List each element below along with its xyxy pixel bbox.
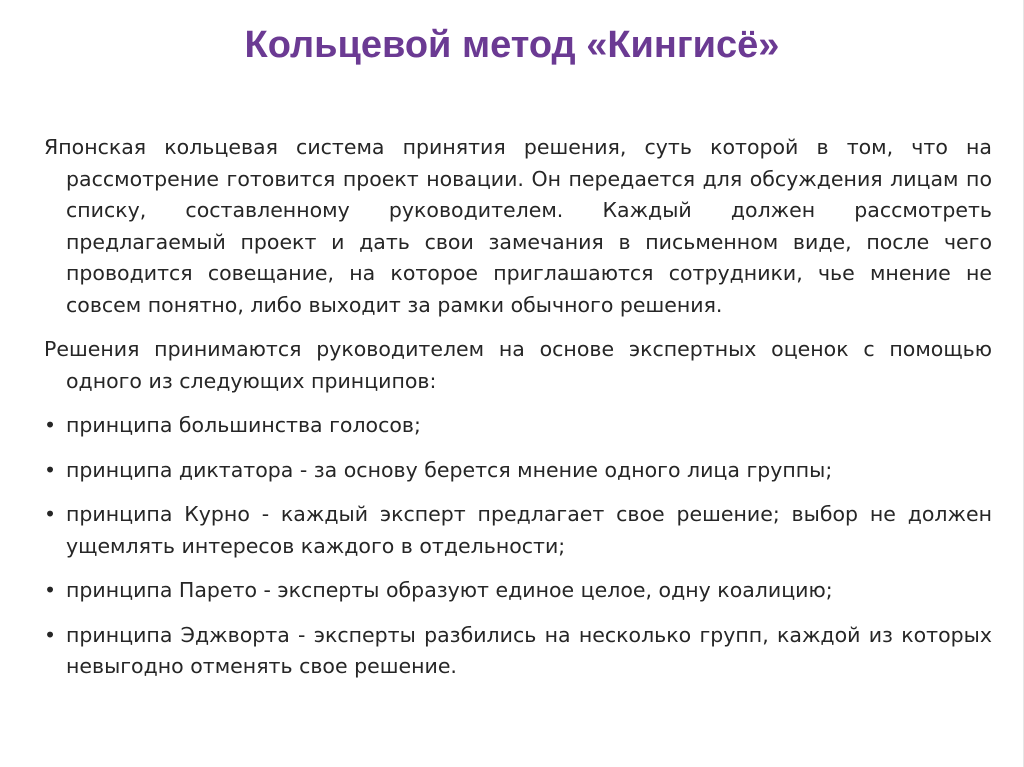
intro-paragraph: Японская кольцевая система принятия решения, суть которой в том, что на рассмотрение готовится проект новации. Он передается для обсуждения лицам по списку, составленному руководителем. Каждый должен рассмотреть предлагаемый проект и дать свои замечания в письменном виде, после чего проводится совещание, на которое приглашаются сотрудники, чье мнение не совсем понятно, либо выходит за рамки обычного решения. <box>44 135 992 317</box>
list-item-text: принципа Парето - эксперты образуют единое целое, одну коалицию; <box>66 578 833 602</box>
bullet-icon: • <box>44 502 57 526</box>
list-item <box>44 499 992 562</box>
list-item <box>44 620 992 683</box>
list-item <box>44 410 992 442</box>
bullet-icon: • <box>44 622 57 647</box>
slide-title: Кольцевой метод «Кингисё» <box>244 24 780 66</box>
bullet-icon: • <box>44 457 57 482</box>
list-item-text: принципа Курно - каждый эксперт предлагает свое решение; выбор не должен ущемлять интересов каждого в отдельности; <box>66 502 992 558</box>
list-item-text: принципа Эджворта - эксперты разбились на несколько групп, каждой из которых невыгодно отменять свое решение. <box>66 622 992 678</box>
list-item <box>44 575 992 607</box>
decision-paragraph: Решения принимаются руководителем на основе экспертных оценок с помощью одного из следующих принципов: <box>44 337 992 393</box>
list-item <box>44 455 992 487</box>
bullet-icon: • <box>44 578 57 602</box>
list-item-text: принципа диктатора - за основу берется мнение одного лица группы; <box>66 457 833 482</box>
principles-list <box>44 410 992 683</box>
list-item-text: принципа большинства голосов; <box>66 413 421 437</box>
bullet-icon: • <box>44 413 57 437</box>
slide-body <box>44 132 992 696</box>
